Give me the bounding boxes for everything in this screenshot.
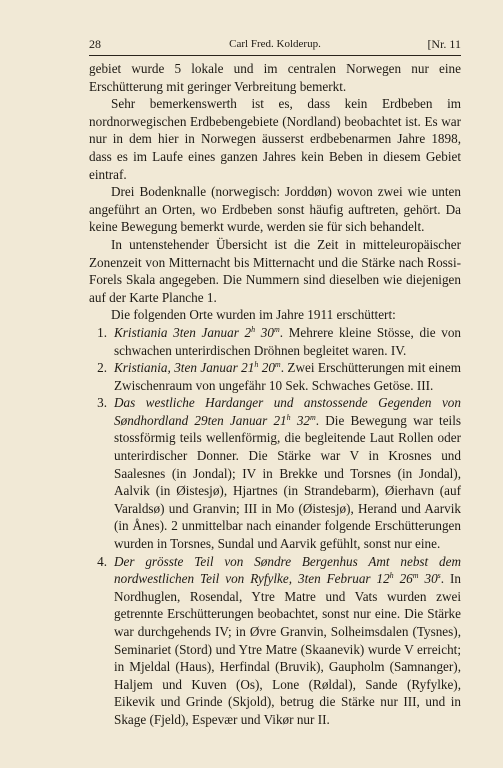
- item-text: Kristiania, 3ten Januar 21$^h$ 20$^m$. Zwei Erschütterungen mit einem Zwischenraum von ungefähr 10 Sek. Schwaches Getöse. III.: [114, 360, 462, 393]
- paragraph: gebiet wurde 5 lokale und im centralen Norwegen nur eine Erschütterung mit geringer Verbreitung bemerkt.: [89, 61, 461, 94]
- list-item: [89, 394, 461, 552]
- list-item: [89, 359, 461, 394]
- paragraph: Drei Bodenknalle (norwegisch: Jorddøn) wovon zwei wie unten angeführt an Orten, wo Erdbeben sonst häufig auftreten, gehört. Da keine Bewegung bemerkt wurde, werden sie für sich behandelt.: [89, 184, 461, 235]
- item-text: Kristiania 3ten Januar 2$^h$ 30$^m$. Mehrere kleine Stösse, die von schwachen unterirdischen Dröhnen begleitet waren. IV.: [114, 324, 462, 358]
- paragraph: In untenstehender Übersicht ist die Zeit in mitteleuropäischer Zonenzeit von Mitternacht bis Mitternacht und die Stärke nach Rossi-Forels Skala angegeben. Die Nummern sind dieselben wie diejenigen auf der Karte Planche 1.: [89, 236, 461, 305]
- header-rule: [89, 55, 461, 56]
- body-text: [89, 60, 461, 729]
- item-place-date: Kristiania, 3ten Januar 21$^h$ 20$^m$: [114, 360, 281, 376]
- list-item: [89, 553, 461, 729]
- paragraph: Sehr bemerkenswerth ist es, dass kein Erdbeben im nordnorwegischen Erdbebengebiete (Nordland) beobachtet ist. Es war nur in dem hier in Norwegen äusserst erdbebenarmen Jahre 1898, dass es im Laufe eines ganzen Jahres kein Beben in diesem Gebiet eintraf.: [89, 96, 461, 182]
- issue-number: [Nr. 11: [427, 37, 461, 51]
- item-text: Der grösste Teil von Søndre Bergenhus Amt nebst dem nordwestlichen Teil von Ryfylke, 3ten Februar 12$^h$ 26$^m$ 30$^s$. In Nordhuglen, Rosendal, Ytre Matre und Vats wurden zwei getrennte Erschütterungen beobachtet, sonst nur eine. Die Stärke war durchgehends IV; in Øvre Granvin, Solheimsdalen (Tysnes), Seminariet (Stord) und Ytre Matre (Skaanevik) wurde V erreicht; in Mjeldal (Haus), Herfindal (Bruvik), Gaupholm (Samnanger), Haljem und Kuven (Os), Lone (Røldal), Sande (Ryfylke), Eikevik und Grinde (Skjold), betrug die Stärke nur III, und in Skage (Fjeld), Espevær und Vikør nur II.: [114, 553, 461, 727]
- item-number: 3.: [97, 395, 107, 411]
- item-number: 1.: [97, 324, 107, 340]
- item-place-date: Der grösste Teil von Søndre Bergenhus Amt nebst dem nordwestlichen Teil von Ryfylke, 3ten Februar 12$^h$ 26$^m$ 30$^s$: [114, 553, 461, 587]
- item-number: 2.: [97, 360, 107, 376]
- item-place-date: Das westliche Hardanger und anstossende Gegenden von Søndhordland 29ten Januar 21$^h$ 32$^m$: [114, 395, 461, 428]
- running-title: Carl Fred. Kolderup.: [229, 38, 321, 50]
- list-item: [89, 324, 461, 359]
- page-number: 28: [89, 37, 101, 51]
- item-number: 4.: [97, 553, 107, 569]
- item-place-date: Kristiania 3ten Januar 2$^h$ 30$^m$: [114, 324, 280, 340]
- page-header: [89, 36, 461, 52]
- paragraph: Die folgenden Orte wurden im Jahre 1911 erschüttert:: [111, 307, 396, 323]
- item-text: Das westliche Hardanger und anstossende Gegenden von Søndhordland 29ten Januar 21$^h$ 32$^m$. Die Bewegung war teils stossförmig teils wellenförmig, die begleitende Laut Rollen oder unterirdischer Donner. Die Stärke war V in Krosnes und Saalesnes (in Jondal); IV in Brekke und Torsnes (in Jondal), Aalvik (in Øistesjø), Hjartnes (in Strandebarm), Øierhavn (auf Varaldsø) und Granvin; III in Mo (Øistesjø), Herand und Aarvik (in Ånes). 2 unmittelbar nach einander folgende Erschütterungen wurden in Torsnes, Sundal und Aarvik gefühlt, sonst nur eine.: [114, 395, 462, 552]
